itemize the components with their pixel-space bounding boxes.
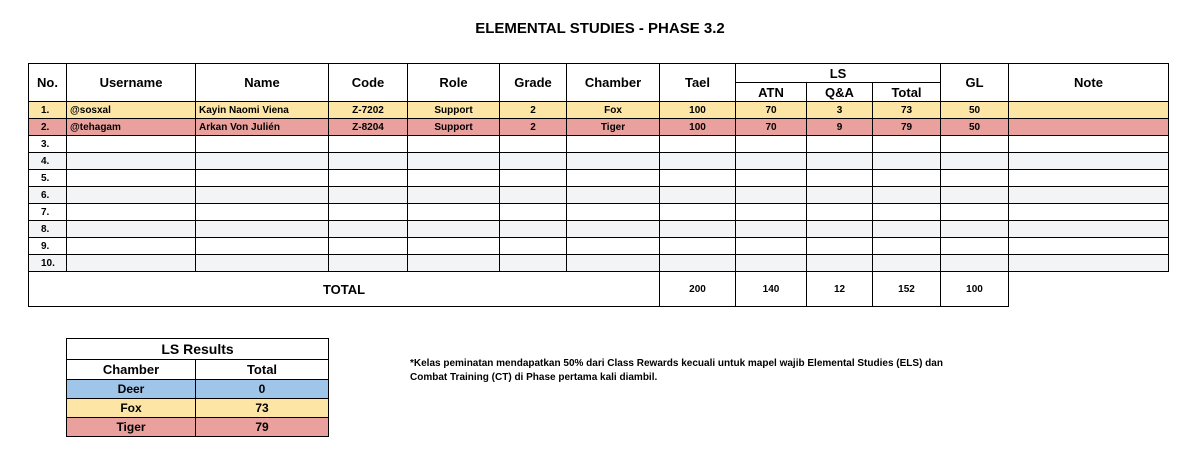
cell-total: 79	[873, 119, 941, 136]
table-row	[29, 221, 1169, 238]
table-row	[29, 204, 1169, 221]
cell-username	[67, 136, 196, 153]
table-row	[29, 153, 1169, 170]
cell-username: @sosxal	[67, 102, 196, 119]
cell-code	[329, 170, 408, 187]
cell-gl	[941, 238, 1009, 255]
cell-total	[873, 136, 941, 153]
cell-chamber	[567, 221, 660, 238]
cell-grade: 2	[500, 119, 567, 136]
cell-note	[1009, 170, 1169, 187]
header-qa: Q&A	[807, 83, 873, 102]
cell-gl	[941, 221, 1009, 238]
cell-note	[1009, 255, 1169, 272]
cell-name	[196, 238, 329, 255]
cell-atn: 70	[736, 119, 807, 136]
header-role: Role	[408, 64, 500, 102]
cell-note	[1009, 136, 1169, 153]
header-grade: Grade	[500, 64, 567, 102]
cell-total	[873, 204, 941, 221]
cell-note	[1009, 102, 1169, 119]
table-row	[29, 136, 1169, 153]
cell-grade	[500, 170, 567, 187]
header-chamber: Chamber	[567, 64, 660, 102]
cell-atn	[736, 221, 807, 238]
cell-qa	[807, 255, 873, 272]
cell-code: Z-8204	[329, 119, 408, 136]
ls-results-total: 79	[196, 418, 329, 437]
cell-atn	[736, 187, 807, 204]
cell-tael	[660, 238, 736, 255]
cell-name: Arkan Von Julién	[196, 119, 329, 136]
header-gl: GL	[941, 64, 1009, 102]
cell-no: 6.	[29, 187, 67, 204]
cell-role	[408, 136, 500, 153]
cell-qa	[807, 153, 873, 170]
cell-total	[873, 187, 941, 204]
cell-username	[67, 204, 196, 221]
header-username: Username	[67, 64, 196, 102]
cell-name	[196, 153, 329, 170]
cell-username: @tehagam	[67, 119, 196, 136]
cell-chamber	[567, 255, 660, 272]
cell-atn: 70	[736, 102, 807, 119]
cell-qa	[807, 136, 873, 153]
totals-blank	[1009, 272, 1169, 307]
cell-qa	[807, 221, 873, 238]
cell-no: 7.	[29, 204, 67, 221]
cell-username	[67, 221, 196, 238]
ls-results-row-deer	[67, 380, 329, 399]
cell-note	[1009, 187, 1169, 204]
header-tael: Tael	[660, 64, 736, 102]
ls-results-header-chamber: Chamber	[67, 360, 196, 380]
ls-results-chamber: Tiger	[67, 418, 196, 437]
cell-total	[873, 255, 941, 272]
cell-tael	[660, 136, 736, 153]
cell-grade: 2	[500, 102, 567, 119]
cell-qa	[807, 170, 873, 187]
cell-total	[873, 221, 941, 238]
cell-code	[329, 204, 408, 221]
table-row	[29, 238, 1169, 255]
totals-qa: 12	[807, 272, 873, 307]
cell-role	[408, 238, 500, 255]
totals-total: 152	[873, 272, 941, 307]
ls-results-total: 73	[196, 399, 329, 418]
cell-note	[1009, 204, 1169, 221]
cell-chamber: Tiger	[567, 119, 660, 136]
cell-name	[196, 187, 329, 204]
cell-chamber	[567, 204, 660, 221]
cell-no: 10.	[29, 255, 67, 272]
table-row	[29, 119, 1169, 136]
cell-no: 4.	[29, 153, 67, 170]
cell-grade	[500, 187, 567, 204]
cell-gl	[941, 204, 1009, 221]
cell-gl	[941, 255, 1009, 272]
cell-role	[408, 204, 500, 221]
cell-atn	[736, 255, 807, 272]
table-row	[29, 187, 1169, 204]
cell-name	[196, 170, 329, 187]
cell-gl	[941, 153, 1009, 170]
totals-gl: 100	[941, 272, 1009, 307]
header-atn: ATN	[736, 83, 807, 102]
ls-results-title: LS Results	[67, 339, 329, 360]
ls-results-chamber: Fox	[67, 399, 196, 418]
cell-gl	[941, 170, 1009, 187]
cell-grade	[500, 153, 567, 170]
cell-atn	[736, 204, 807, 221]
cell-qa	[807, 238, 873, 255]
cell-qa	[807, 204, 873, 221]
ls-results-chamber: Deer	[67, 380, 196, 399]
totals-atn: 140	[736, 272, 807, 307]
cell-code	[329, 153, 408, 170]
header-ls: LS	[736, 64, 941, 83]
ls-results-total: 0	[196, 380, 329, 399]
cell-tael	[660, 153, 736, 170]
cell-chamber	[567, 153, 660, 170]
cell-gl: 50	[941, 102, 1009, 119]
cell-atn	[736, 153, 807, 170]
cell-no: 8.	[29, 221, 67, 238]
cell-username	[67, 170, 196, 187]
cell-tael: 100	[660, 119, 736, 136]
cell-total: 73	[873, 102, 941, 119]
cell-grade	[500, 255, 567, 272]
cell-username	[67, 153, 196, 170]
footnote: *Kelas peminatan mendapatkan 50% dari Class Rewards kecuali untuk mapel wajib Elemental Studies (ELS) dan Combat Training (CT) di Phase pertama kali diambil.	[410, 358, 943, 383]
cell-name	[196, 136, 329, 153]
cell-username	[67, 255, 196, 272]
cell-role: Support	[408, 102, 500, 119]
cell-gl	[941, 136, 1009, 153]
roster-rows	[29, 102, 1169, 272]
totals-label: TOTAL	[29, 272, 660, 307]
cell-gl	[941, 187, 1009, 204]
cell-username	[67, 238, 196, 255]
cell-note	[1009, 221, 1169, 238]
header-note: Note	[1009, 64, 1169, 102]
cell-note	[1009, 153, 1169, 170]
cell-role: Support	[408, 119, 500, 136]
cell-code	[329, 221, 408, 238]
table-row	[29, 170, 1169, 187]
table-row	[29, 102, 1169, 119]
cell-chamber	[567, 187, 660, 204]
cell-tael	[660, 255, 736, 272]
cell-no: 2.	[29, 119, 67, 136]
cell-atn	[736, 170, 807, 187]
cell-chamber	[567, 238, 660, 255]
cell-grade	[500, 136, 567, 153]
cell-tael	[660, 204, 736, 221]
header-ls-total: Total	[873, 83, 941, 102]
cell-qa: 9	[807, 119, 873, 136]
cell-code	[329, 255, 408, 272]
cell-no: 5.	[29, 170, 67, 187]
cell-chamber	[567, 170, 660, 187]
cell-total	[873, 153, 941, 170]
cell-grade	[500, 204, 567, 221]
cell-grade	[500, 238, 567, 255]
cell-code	[329, 136, 408, 153]
cell-grade	[500, 221, 567, 238]
cell-atn	[736, 136, 807, 153]
cell-username	[67, 187, 196, 204]
header-code: Code	[329, 64, 408, 102]
cell-atn	[736, 238, 807, 255]
cell-no: 3.	[29, 136, 67, 153]
cell-note	[1009, 119, 1169, 136]
cell-code	[329, 238, 408, 255]
cell-name	[196, 255, 329, 272]
ls-results-row-fox	[67, 399, 329, 418]
cell-total	[873, 170, 941, 187]
ls-results-row-tiger	[67, 418, 329, 437]
roster-table	[28, 63, 1169, 307]
cell-chamber	[567, 136, 660, 153]
cell-tael	[660, 187, 736, 204]
totals-tael: 200	[660, 272, 736, 307]
cell-role	[408, 255, 500, 272]
header-name: Name	[196, 64, 329, 102]
cell-tael: 100	[660, 102, 736, 119]
cell-qa: 3	[807, 102, 873, 119]
cell-tael	[660, 221, 736, 238]
cell-code	[329, 187, 408, 204]
cell-name	[196, 204, 329, 221]
cell-tael	[660, 170, 736, 187]
cell-total	[873, 238, 941, 255]
cell-no: 9.	[29, 238, 67, 255]
cell-name: Kayin Naomi Viena	[196, 102, 329, 119]
header-no: No.	[29, 64, 67, 102]
page-title: ELEMENTAL STUDIES - PHASE 3.2	[475, 20, 725, 37]
cell-chamber: Fox	[567, 102, 660, 119]
cell-role	[408, 153, 500, 170]
table-row	[29, 255, 1169, 272]
cell-no: 1.	[29, 102, 67, 119]
cell-name	[196, 221, 329, 238]
ls-results-table	[66, 338, 329, 437]
cell-role	[408, 221, 500, 238]
cell-note	[1009, 238, 1169, 255]
cell-role	[408, 170, 500, 187]
cell-role	[408, 187, 500, 204]
ls-results-header-total: Total	[196, 360, 329, 380]
cell-qa	[807, 187, 873, 204]
cell-code: Z-7202	[329, 102, 408, 119]
cell-gl: 50	[941, 119, 1009, 136]
